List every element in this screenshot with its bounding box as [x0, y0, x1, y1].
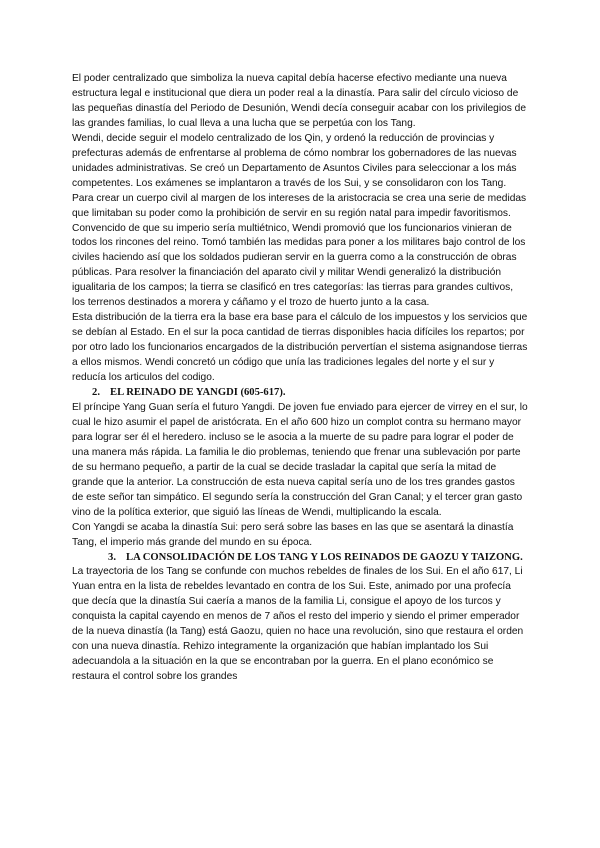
section-title: LA CONSOLIDACIÓN DE LOS TANG Y LOS REINADOS DE GAOZU Y TAIZONG.: [126, 551, 523, 563]
section-heading-yangdi: [72, 386, 528, 401]
paragraph-tang-trajectory: La trayectoria de los Tang se confunde con muchos rebeldes de finales de los Sui. En el año 617, Li Yuan entra en la lista de rebeldes levantado en contra de los Sui. Este, animado por una profecía que decía que la dinastía Sui caería a manos de la familia Li, consigue el apoyo de los turcos y conquista la capital cayendo en menos de 7 años el resto del imperio y siendo el primer emperador de la nueva dinastía (la Tang) está Gaozu, quien no hace una revolución, sino que restaura el orden con una nueva dinastía. Rehizo integramente la organización que habían implantado los Sui adecuandola a la situación en la que se encontraban por la guerra. En el plano económico se restaura el control sobre los grandes: [72, 566, 524, 683]
paragraph-civil-body: Para crear un cuerpo civil al margen de los intereses de la aristocracia se crea una serie de medidas que limitaban su poder como la prohibición de servir en su región natal para impedir favoritismos. Convencido de que su imperio sería multiétnico, Wendi promovió que los funcionarios vinieran de todos los rincones del reino. Tomó también las medidas para poner a los militares bajo control de los civiles haciendo así que los soldados pudieran servir en la guerra como a la construcción de obras públicas. Para resolver la financiación del aparato civil y militar Wendi generalizó la distribución igualitaria de los campos; la tierra se clasificó en tres categorías: las tierras para grandes cultivos, los terrenos destinados a morera y cáñamo y el trozo de huerto junto a la casa.: [72, 192, 527, 309]
paragraph-land-distribution: Esta distribución de la tierra era la base era base para el cálculo de los impuestos y los servicios que se debían al Estado. En el sur la poca cantidad de tierras disponibles hacia difíciles los repartos; por por otro lado los funcionarios encargados de la distribución pervertían el sistema asignandose tierras a ellos mismos. Wendi concretó un código que unía las tradiciones legales del norte y el sur y reducía los articulos del codigo.: [72, 312, 528, 384]
section-number: 3.: [108, 551, 116, 563]
paragraph-yang-guan: El príncipe Yang Guan sería el futuro Yangdi. De joven fue enviado para ejercer de virrey en el sur, lo cual le hizo asumir el papel de aristócrata. En el año 600 hizo un complot contra su hermano mayor para lograr ser él el heredero. incluso se le asocia a la muerte de su padre para lograr el poder de una manera más rápida. La familia le dio problemas, teniendo que frenar una sublevación por parte de su hermano pequeño, a partir de la cual se decide trasladar la capital que sería la mitad de grande que la anterior. La construcción de esta nueva capital sería uno de los tres grandes gastos de este señor tan simpático. El segundo sería la construcción del Gran Canal; y el tercer gran gasto vino de la política exterior, que siguió las líneas de Wendi, multiplicando la escala.: [72, 401, 528, 518]
section-number: 2.: [92, 387, 100, 399]
section-heading-tang-consolidation: [72, 551, 528, 566]
paragraph-wendi-qin-model: Wendi, decide seguir el modelo centralizado de los Qin, y ordenó la reducción de provincias y prefecturas además de enfrentarse al problema de cómo nombrar los gobernadores de las nuevas unidades administrativas. Se creó un Departamento de Asuntos Civiles para seleccionar a los más competentes. Los exámenes se implantaron a través de los Sui, y se consolidaron con los Tang.: [72, 132, 517, 189]
paragraph-end-of-sui: Con Yangdi se acaba la dinastía Sui: pero será sobre las bases en las que se asentará la dinastía Tang, el imperio más grande del mundo en su época.: [72, 521, 514, 548]
document-page: [72, 72, 528, 685]
section-title: EL REINADO DE YANGDI (605-617).: [110, 387, 286, 399]
paragraph-centralized-power: El poder centralizado que simboliza la nueva capital debía hacerse efectivo mediante una nueva estructura legal e institucional que diera un poder real a la dinastía. Para salir del círculo vicioso de las pequeñas dinastía del Periodo de Desunión, Wendi decía conseguir acabar con los privilegios de las grandes familias, lo cual lleva a una lucha que se perpetúa con los Tang.: [72, 73, 527, 129]
